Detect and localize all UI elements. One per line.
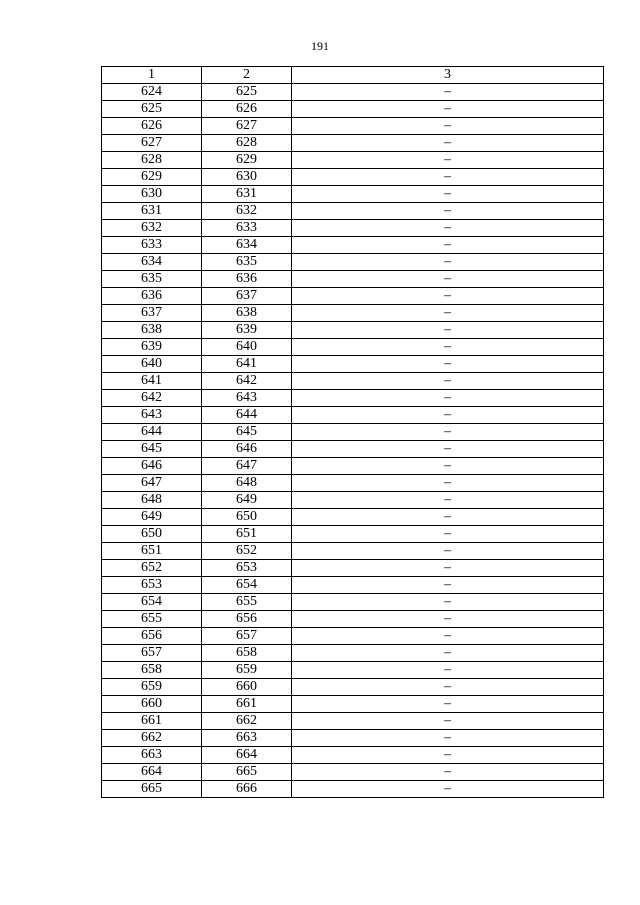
- table-row: [102, 254, 604, 271]
- table-cell-col-1: 627: [102, 135, 202, 152]
- table-row: [102, 84, 604, 101]
- table-cell-col-3: –: [292, 543, 604, 560]
- table-row: [102, 288, 604, 305]
- table-cell-col-3: –: [292, 662, 604, 679]
- table-cell-col-3: –: [292, 118, 604, 135]
- table-cell-col-1: 633: [102, 237, 202, 254]
- table-row: [102, 322, 604, 339]
- table-cell-col-2: 653: [202, 560, 292, 577]
- header-row: [102, 67, 604, 84]
- table-cell-col-2: 639: [202, 322, 292, 339]
- table-cell-col-1: 639: [102, 339, 202, 356]
- table-cell-col-1: 640: [102, 356, 202, 373]
- table-cell-col-1: 629: [102, 169, 202, 186]
- table-row: [102, 305, 604, 322]
- table-cell-col-2: 652: [202, 543, 292, 560]
- table-cell-col-2: 628: [202, 135, 292, 152]
- table-cell-col-1: 636: [102, 288, 202, 305]
- table-cell-col-3: –: [292, 339, 604, 356]
- table-cell-col-2: 629: [202, 152, 292, 169]
- table-row: [102, 390, 604, 407]
- table-cell-col-2: 658: [202, 645, 292, 662]
- table-row: [102, 169, 604, 186]
- table-cell-col-3: –: [292, 781, 604, 798]
- table-cell-col-2: 635: [202, 254, 292, 271]
- table-cell-col-2: 630: [202, 169, 292, 186]
- table-cell-col-1: 664: [102, 764, 202, 781]
- table-cell-col-1: 662: [102, 730, 202, 747]
- table-row: [102, 679, 604, 696]
- table-row: [102, 152, 604, 169]
- table-cell-col-1: 661: [102, 713, 202, 730]
- table-cell-col-1: 650: [102, 526, 202, 543]
- table-cell-col-3: –: [292, 509, 604, 526]
- table-row: [102, 730, 604, 747]
- table-cell-col-1: 644: [102, 424, 202, 441]
- table-cell-col-3: –: [292, 169, 604, 186]
- table-cell-col-2: 645: [202, 424, 292, 441]
- table-cell-col-1: 659: [102, 679, 202, 696]
- table-row: [102, 203, 604, 220]
- table-cell-col-1: 655: [102, 611, 202, 628]
- table-row: [102, 458, 604, 475]
- table-cell-col-3: –: [292, 560, 604, 577]
- table-row: [102, 662, 604, 679]
- column-header-3: 3: [292, 67, 604, 84]
- table-cell-col-3: –: [292, 186, 604, 203]
- table-cell-col-2: 651: [202, 526, 292, 543]
- table-cell-col-1: 649: [102, 509, 202, 526]
- table-cell-col-1: 630: [102, 186, 202, 203]
- table-cell-col-3: –: [292, 645, 604, 662]
- table-cell-col-3: –: [292, 152, 604, 169]
- table-cell-col-2: 663: [202, 730, 292, 747]
- table-cell-col-3: –: [292, 203, 604, 220]
- table-cell-col-1: 647: [102, 475, 202, 492]
- table-cell-col-1: 637: [102, 305, 202, 322]
- table-cell-col-2: 655: [202, 594, 292, 611]
- table-cell-col-3: –: [292, 305, 604, 322]
- table-row: [102, 781, 604, 798]
- table-row: [102, 118, 604, 135]
- table-cell-col-1: 660: [102, 696, 202, 713]
- table-cell-col-1: 631: [102, 203, 202, 220]
- table-row: [102, 543, 604, 560]
- table-cell-col-2: 633: [202, 220, 292, 237]
- table-cell-col-3: –: [292, 407, 604, 424]
- table-row: [102, 560, 604, 577]
- table-row: [102, 764, 604, 781]
- table-cell-col-2: 648: [202, 475, 292, 492]
- table-cell-col-2: 637: [202, 288, 292, 305]
- table-cell-col-3: –: [292, 611, 604, 628]
- table-row: [102, 373, 604, 390]
- table-cell-col-2: 650: [202, 509, 292, 526]
- table-cell-col-1: 663: [102, 747, 202, 764]
- table-row: [102, 577, 604, 594]
- table-row: [102, 186, 604, 203]
- table-row: [102, 611, 604, 628]
- table-cell-col-3: –: [292, 84, 604, 101]
- table-cell-col-3: –: [292, 475, 604, 492]
- table-cell-col-2: 662: [202, 713, 292, 730]
- table-body: [102, 84, 604, 798]
- table-cell-col-1: 658: [102, 662, 202, 679]
- table-cell-col-1: 657: [102, 645, 202, 662]
- table-cell-col-3: –: [292, 713, 604, 730]
- table-cell-col-1: 641: [102, 373, 202, 390]
- table-cell-col-3: –: [292, 764, 604, 781]
- table-cell-col-1: 646: [102, 458, 202, 475]
- table-cell-col-2: 665: [202, 764, 292, 781]
- data-table: [101, 66, 604, 798]
- table-cell-col-2: 649: [202, 492, 292, 509]
- table-cell-col-3: –: [292, 526, 604, 543]
- table-cell-col-2: 647: [202, 458, 292, 475]
- table-cell-col-1: 635: [102, 271, 202, 288]
- table-cell-col-2: 634: [202, 237, 292, 254]
- table-row: [102, 339, 604, 356]
- table-cell-col-2: 646: [202, 441, 292, 458]
- table-cell-col-2: 638: [202, 305, 292, 322]
- table-cell-col-1: 626: [102, 118, 202, 135]
- table-row: [102, 475, 604, 492]
- table-cell-col-2: 664: [202, 747, 292, 764]
- table-cell-col-3: –: [292, 373, 604, 390]
- table-cell-col-3: –: [292, 492, 604, 509]
- table-row: [102, 594, 604, 611]
- table-cell-col-3: –: [292, 220, 604, 237]
- column-header-1: 1: [102, 67, 202, 84]
- table-cell-col-1: 665: [102, 781, 202, 798]
- table-cell-col-2: 657: [202, 628, 292, 645]
- table-cell-col-1: 654: [102, 594, 202, 611]
- table-cell-col-1: 638: [102, 322, 202, 339]
- table-cell-col-3: –: [292, 322, 604, 339]
- table-cell-col-2: 642: [202, 373, 292, 390]
- table-cell-col-2: 661: [202, 696, 292, 713]
- table-row: [102, 237, 604, 254]
- table-row: [102, 441, 604, 458]
- column-header-2: 2: [202, 67, 292, 84]
- table-cell-col-2: 625: [202, 84, 292, 101]
- table-cell-col-1: 645: [102, 441, 202, 458]
- table-header: [102, 67, 604, 84]
- table-cell-col-2: 659: [202, 662, 292, 679]
- table-cell-col-2: 641: [202, 356, 292, 373]
- table-cell-col-1: 642: [102, 390, 202, 407]
- table-row: [102, 509, 604, 526]
- table-cell-col-3: –: [292, 747, 604, 764]
- table-cell-col-1: 652: [102, 560, 202, 577]
- table-row: [102, 356, 604, 373]
- table-row: [102, 271, 604, 288]
- table-row: [102, 645, 604, 662]
- table-row: [102, 526, 604, 543]
- table-cell-col-1: 656: [102, 628, 202, 645]
- table-cell-col-3: –: [292, 237, 604, 254]
- table-cell-col-2: 640: [202, 339, 292, 356]
- table-row: [102, 696, 604, 713]
- table-cell-col-3: –: [292, 356, 604, 373]
- table-cell-col-3: –: [292, 730, 604, 747]
- table-row: [102, 747, 604, 764]
- table-cell-col-2: 636: [202, 271, 292, 288]
- table-cell-col-3: –: [292, 424, 604, 441]
- table-cell-col-2: 632: [202, 203, 292, 220]
- table-cell-col-1: 624: [102, 84, 202, 101]
- table-row: [102, 135, 604, 152]
- page-number: 191: [311, 39, 329, 53]
- table-cell-col-3: –: [292, 594, 604, 611]
- table-cell-col-2: 631: [202, 186, 292, 203]
- table-row: [102, 492, 604, 509]
- table-cell-col-2: 643: [202, 390, 292, 407]
- table-cell-col-1: 634: [102, 254, 202, 271]
- table-cell-col-2: 627: [202, 118, 292, 135]
- table-cell-col-3: –: [292, 135, 604, 152]
- table-cell-col-1: 653: [102, 577, 202, 594]
- table-cell-col-2: 666: [202, 781, 292, 798]
- table-cell-col-1: 632: [102, 220, 202, 237]
- table-cell-col-3: –: [292, 696, 604, 713]
- table-cell-col-2: 656: [202, 611, 292, 628]
- table-cell-col-3: –: [292, 679, 604, 696]
- table-cell-col-3: –: [292, 628, 604, 645]
- table-cell-col-3: –: [292, 390, 604, 407]
- table-cell-col-3: –: [292, 271, 604, 288]
- table-cell-col-2: 644: [202, 407, 292, 424]
- table-row: [102, 220, 604, 237]
- table-cell-col-3: –: [292, 288, 604, 305]
- table-row: [102, 101, 604, 118]
- table-cell-col-3: –: [292, 441, 604, 458]
- table-cell-col-3: –: [292, 101, 604, 118]
- table-row: [102, 407, 604, 424]
- table-row: [102, 713, 604, 730]
- table-cell-col-3: –: [292, 254, 604, 271]
- table-cell-col-1: 628: [102, 152, 202, 169]
- table-cell-col-1: 643: [102, 407, 202, 424]
- table-cell-col-3: –: [292, 458, 604, 475]
- table-cell-col-2: 654: [202, 577, 292, 594]
- table-row: [102, 424, 604, 441]
- table-cell-col-1: 651: [102, 543, 202, 560]
- table-row: [102, 628, 604, 645]
- table-cell-col-1: 625: [102, 101, 202, 118]
- table-cell-col-2: 660: [202, 679, 292, 696]
- table-cell-col-2: 626: [202, 101, 292, 118]
- table-cell-col-1: 648: [102, 492, 202, 509]
- table-cell-col-3: –: [292, 577, 604, 594]
